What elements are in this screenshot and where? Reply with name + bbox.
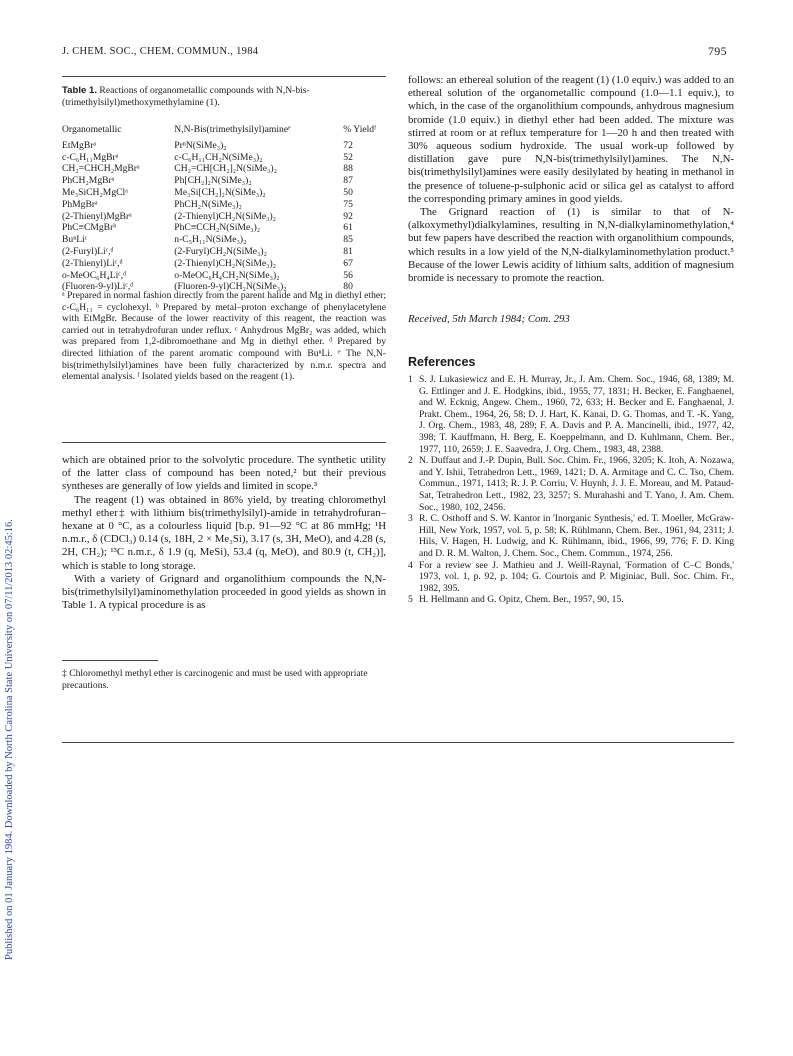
- table-cell: c-C₆H₁₁MgBrᵃ: [62, 151, 119, 163]
- table-cell: 85: [343, 234, 353, 246]
- table-cell: (Fluoren-9-yl)Liᶜ,ᵈ: [62, 281, 134, 293]
- table-cell: o-MeOC₆H₄CH₂N(SiMe₃)₂: [174, 269, 280, 281]
- table-row: [62, 211, 386, 223]
- table-cell: CH₂=CH[CH₂]₂N(SiMe₃)₂: [174, 163, 277, 175]
- reference-text: S. J. Lukasiewicz and E. H. Murray, Jr., J. Am. Chem. Soc., 1946, 68, 1389; M. G. Ettlinger and J. E. Hodgkins, ibid., 1955, 77, 1831; H. Becker, E. Fanghaenel, and W. Ecknig, Angew. Chem., 1960, 72, 633; H. Becker and E. Fanghaenal, J. Prakt. Chem., 1964, 26, 58; D. J. Hart, K. Kanai, D. G. Thomas, and T. -K. Yang, J. Org. Chem., 1983, 48, 289; F. A. Davis and P. A. Mancinelli, ibid., 1977, 42, 398; T. Kauffmann, H. Berg, E. Koeppelmann, and D. Kuhlmann, Chem. Ber., 1977, 110, 2659; J. E. Saavedra, J. Org. Chem., 1983, 48, 2388.: [419, 374, 734, 455]
- table-cell: 52: [343, 151, 353, 163]
- table-row: [62, 163, 386, 175]
- table-row: [62, 152, 386, 164]
- table-row: [62, 270, 386, 282]
- table-row: [62, 222, 386, 234]
- table-caption: [62, 85, 386, 109]
- table-cell: 72: [343, 139, 353, 151]
- table-cell: Me₃Si[CH₂]₂N(SiMe₃)₂: [174, 186, 266, 198]
- received-date: Received, 5th March 1984; Com. 293: [408, 313, 570, 325]
- running-header: J. CHEM. SOC., CHEM. COMMUN., 1984: [62, 46, 259, 57]
- table-cell: 67: [343, 257, 353, 269]
- table-header-row: [62, 124, 386, 136]
- paragraph: follows: an ethereal solution of the reagent (1) (1.0 equiv.) was added to an ethereal solution of the organometallic compound (1.0—1.1 equiv.), to which, in the case of the organolithium compounds, anhydrous magnesium bromide (1.0 equiv.) in diethyl ether had been added. The mixture was stirred at room or at reflux temperature for 1—20 h and then treated with 30% aqueous sodium hydroxide. The usual work-up followed by distillation gave pure N,N-bis(trimethylsilyl)amines. The N,N-bis(trimethylsilyl)amines were easily desilylated by heating in methanol in the presence of toluene-p-sulphonic acid or silica gel as catalyst to afford the corresponding primary amines in good yields.: [408, 74, 734, 205]
- reference-number: 3: [408, 513, 413, 525]
- table-cell: (2-Furyl)Liᶜ,ᵈ: [62, 245, 114, 257]
- paragraph: The Grignard reaction of (1) is similar to that of N-(alkoxymethyl)dialkylamines, resulting in N,N-dialkylaminomethylation,⁴ but few papers have described the reaction with organolithium compounds, which results in a low yield of the N,N-dialkylaminomethylation product.⁵ Because of the lower Lewis acidity of lithium salts, addition of magnesium bromide is necessary to promote the reaction.: [408, 206, 734, 285]
- table-row: [62, 234, 386, 246]
- right-column-body: [408, 74, 734, 285]
- table-row: [62, 246, 386, 258]
- table-bottom-rule: [62, 442, 386, 443]
- table-row: [62, 258, 386, 270]
- table-row: [62, 187, 386, 199]
- reference-text: H. Hellmann and G. Opitz, Chem. Ber., 1957, 90, 15.: [419, 594, 624, 606]
- table-cell: Me₃SiCH₂MgClᵃ: [62, 186, 128, 198]
- table-cell: (Fluoren-9-yl)CH₂N(SiMe₃)₂: [174, 281, 287, 293]
- table-cell: 80: [343, 281, 353, 293]
- reference-number: 1: [408, 374, 413, 385]
- reference-item: [408, 594, 734, 606]
- table-cell: 50: [343, 186, 353, 198]
- footnote: ‡ Chloromethyl methyl ether is carcinogenic and must be used with appropriate precautions.: [62, 668, 368, 691]
- reference-number: 5: [408, 594, 413, 606]
- reference-item: [408, 374, 734, 455]
- download-notice[interactable]: Published on 01 January 1984. Downloaded by North Carolina State University on 07/11/2013 02:45:16.: [4, 519, 15, 960]
- table-cell: 61: [343, 222, 353, 234]
- table-cell: CH₂=CHCH₂MgBrᵃ: [62, 163, 140, 175]
- table-cell: PhCH₂MgBrᵃ: [62, 175, 115, 187]
- table-cell: PhC≡CMgBrᵇ: [62, 222, 117, 234]
- page-bottom-rule: [62, 742, 734, 743]
- reference-item: [408, 455, 734, 513]
- table-cell: PhCH₂N(SiMe₃)₂: [174, 198, 242, 210]
- left-column-body: [62, 454, 386, 612]
- reference-text: For a review see J. Mathieu and J. Weill-Raynal, 'Formation of C–C Bonds,' 1973, vol. 1, p. 92, p. 104; G. Courtois and P. Miginiac, Bull. Soc. Chim. Fr., 1982, 395.: [419, 559, 734, 594]
- reference-text: R. C. Osthoff and S. W. Kantor in 'Inorganic Synthesis,' ed. T. Moeller, McGraw-Hill, New York, 1957, vol. 5, p. 58; K. Rühlmann, Chem. Ber., 1961, 94, 2311; J. Hils, V. Hagen, H. Ludwig, and K. Rühlmann, ibid., 1966, 99, 776; F. D. King and D. R. M. Walton, J. Chem. Soc., Chem. Commun., 1974, 256.: [419, 513, 734, 559]
- table-cell: PrⁿN(SiMe₃)₂: [174, 139, 227, 151]
- reference-item: [408, 513, 734, 559]
- table-cell: 92: [343, 210, 353, 222]
- column-header: Organometallic: [62, 124, 122, 135]
- table-cell: (2-Furyl)CH₂N(SiMe₃)₂: [174, 245, 267, 257]
- references-list: [408, 374, 734, 606]
- reference-text: N. Duffaut and J.-P. Dupin, Bull. Soc. Chim. Fr., 1966, 3205; K. Itoh, A. Nozawa, and Y. Ishii, Tetrahedron Lett., 1969, 1421; D. A. Armitage and C. C. Tso, Chem. Commun., 1971, 1413; R. J. P. Corriu, V. Huynh, J. J. E. Moreau, and M. Pataud-Sat, Tetrahedron Lett., 1982, 23, 3257; S. Murahashi and T. Yano, J. Am. Chem. Soc., 1980, 102, 2456.: [419, 455, 734, 513]
- table-footnotes: ᵃ Prepared in normal fashion directly from the parent halide and Mg in diethyl ether; c-C₆H₁₁ = cyclohexyl. ᵇ Prepared by metal–proton exchange of phenylacetylene with EtMgBr. Because of the lower reactivity of this reagent, the reaction was carried out in tetrahydrofuran under reflux. ᶜ Anhydrous MgBr₂ was added, which was prepared from 1,2-dibromoethane and Mg in diethyl ether. ᵈ Prepared by directed lithiation of the parent aromatic compound with BuⁿLi. ᵉ The N,N-bis(trimethylsilyl)amines have been fully characterized by n.m.r. spectra and elemental analysis. ᶠ Isolated yields based on the reagent (1).: [62, 290, 386, 383]
- table-top-rule: [62, 76, 386, 77]
- table-row: [62, 175, 386, 187]
- table-body: [62, 140, 386, 293]
- paragraph: The reagent (1) was obtained in 86% yield, by treating chloromethyl methyl ether‡ with lithium bis(trimethylsilyl)-amide in tetrahydrofuran–hexane at 0 °C, as a colourless liquid [b.p. 91—92 °C at 86 mmHg; ¹H n.m.r., δ (CDCl₃) 0.14 (s, 18H, 2 × Me₃Si), 3.17 (s, 3H, MeO), and 4.28 (s, 2H, CH₂); ¹³C n.m.r., δ 1.9 (q, MeSi), 53.4 (q, MeO), and 80.9 (t, CH₂)], which is stable to long storage.: [62, 493, 386, 572]
- page-number: 795: [708, 44, 727, 58]
- paragraph: which are obtained prior to the solvolytic procedure. The synthetic utility of the latter class of compound has been noted,² but their previous syntheses are generally of low yields and limited in scope.³: [62, 454, 386, 493]
- table-cell: Ph[CH₂]₂N(SiMe₃)₂: [174, 175, 252, 187]
- table-cell: (2-Thienyl)Liᶜ,ᵈ: [62, 257, 123, 269]
- table-caption-text: Reactions of organometallic compounds with N,N-bis-(trimethylsilyl)methoxymethylamine (1).: [62, 85, 310, 108]
- footnote-rule: [62, 660, 158, 661]
- table-cell: PhC≡CCH₂N(SiMe₃)₂: [174, 222, 261, 234]
- table-row: [62, 140, 386, 152]
- reference-number: 2: [408, 455, 413, 467]
- table-cell: EtMgBrᵃ: [62, 139, 97, 151]
- table-cell: n-C₅H₁₁N(SiMe₃)₂: [174, 234, 247, 246]
- table-cell: 87: [343, 175, 353, 187]
- reference-item: [408, 560, 734, 595]
- column-header: N,N-Bis(trimethylsilyl)amineᵉ: [174, 124, 291, 135]
- table-row: [62, 199, 386, 211]
- table-cell: (2-Thienyl)MgBrᵃ: [62, 210, 132, 222]
- paragraph: With a variety of Grignard and organolithium compounds the N,N-bis(trimethylsilyl)aminomethylation proceeded in good yields as shown in Table 1. A typical procedure is as: [62, 572, 386, 612]
- table-cell: o-MeOC₆H₄Liᶜ,ᵈ: [62, 269, 127, 281]
- reference-number: 4: [408, 559, 413, 571]
- column-header: % Yieldᶠ: [343, 124, 377, 135]
- table-cell: BuⁿLiᶜ: [62, 234, 88, 246]
- table-caption-label: Table 1.: [62, 85, 98, 96]
- references-heading: References: [408, 355, 476, 369]
- table-cell: PhMgBrᵃ: [62, 198, 98, 210]
- table-cell: 56: [343, 269, 353, 281]
- table-cell: 88: [343, 163, 353, 175]
- table-cell: (2-Thienyl)CH₂N(SiMe₃)₂: [174, 210, 276, 222]
- table-cell: c-C₆H₁₁CH₂N(SiMe₃)₂: [174, 151, 263, 163]
- table-cell: 81: [343, 245, 353, 257]
- results-table: [62, 124, 386, 293]
- table-cell: (2-Thienyl)CH₂N(SiMe₃)₂: [174, 257, 276, 269]
- table-cell: 75: [343, 198, 353, 210]
